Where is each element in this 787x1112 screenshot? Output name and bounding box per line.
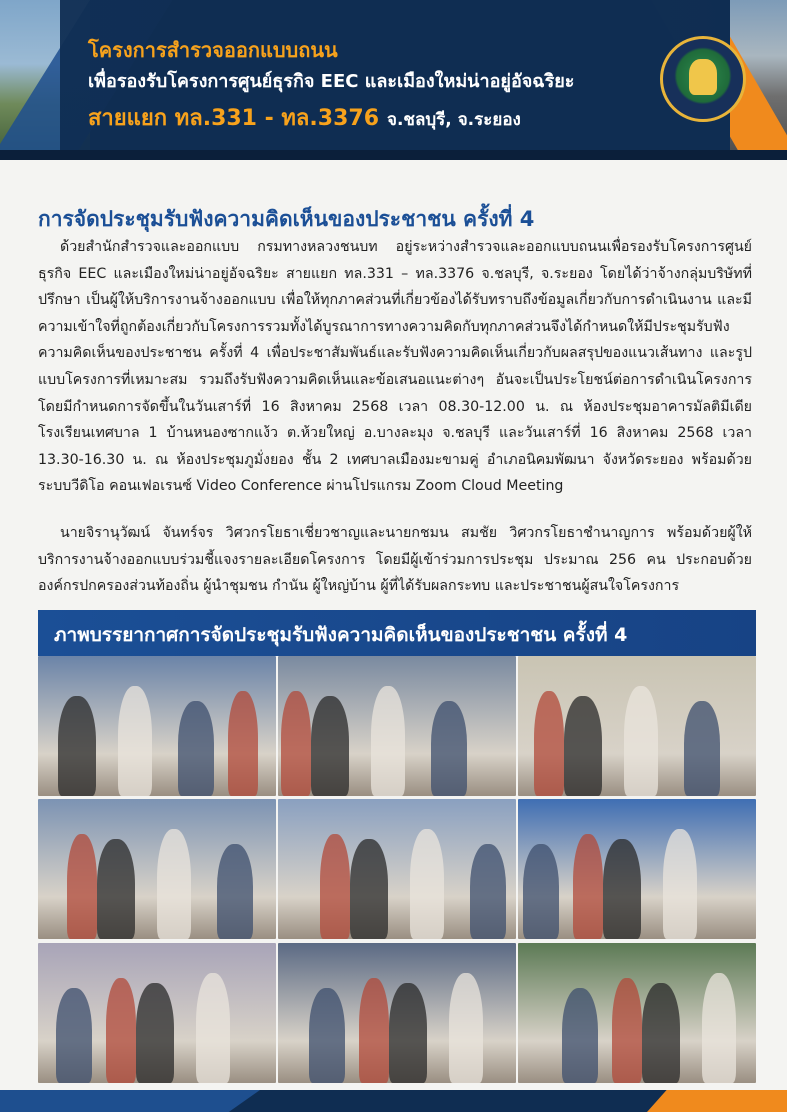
photo-participants-writing <box>38 943 276 1083</box>
footer-band <box>0 1090 787 1112</box>
person-silhouette <box>684 701 720 796</box>
person-silhouette <box>228 691 258 796</box>
person-silhouette <box>523 844 559 939</box>
person-silhouette <box>534 691 564 796</box>
person-silhouette <box>663 829 697 939</box>
person-silhouette <box>449 973 483 1083</box>
project-title-line3 <box>88 100 521 135</box>
person-silhouette <box>573 834 603 939</box>
person-silhouette <box>350 839 388 939</box>
person-silhouette <box>470 844 506 939</box>
photo-speaker-at-desk <box>518 656 756 796</box>
person-silhouette <box>702 973 736 1083</box>
photo-presenter-microphone <box>518 943 756 1083</box>
person-silhouette <box>157 829 191 939</box>
photo-laptop-registration <box>278 799 516 939</box>
person-silhouette <box>624 686 658 796</box>
person-silhouette <box>118 686 152 796</box>
person-silhouette <box>106 978 136 1083</box>
person-silhouette <box>217 844 253 939</box>
person-silhouette <box>562 988 598 1083</box>
photo-map-discussion <box>38 799 276 939</box>
person-silhouette <box>389 983 427 1083</box>
person-silhouette <box>359 978 389 1083</box>
person-silhouette <box>603 839 641 939</box>
person-silhouette <box>642 983 680 1083</box>
photo-registration-table <box>38 656 276 796</box>
person-silhouette <box>410 829 444 939</box>
footer-stripe-orange <box>647 1090 787 1112</box>
header-bottom-band <box>0 150 787 160</box>
person-silhouette <box>371 686 405 796</box>
person-silhouette <box>281 691 311 796</box>
route-name: สายแยก ทล.331 - ทล.3376 <box>88 106 380 131</box>
department-logo <box>660 36 746 122</box>
gallery-heading-bar <box>38 610 756 656</box>
photo-crowd-at-boards <box>278 943 516 1083</box>
person-silhouette <box>320 834 350 939</box>
project-title-line2: เพื่อรองรับโครงการศูนย์ธุรกิจ EEC และเมืองใหม่น่าอยู่อัจฉริยะ <box>88 71 575 92</box>
person-silhouette <box>196 973 230 1083</box>
person-silhouette <box>97 839 135 939</box>
footer-stripe-blue <box>0 1090 260 1112</box>
person-silhouette <box>58 696 96 796</box>
article-paragraph-1: ด้วยสำนักสำรวจและออกแบบ กรมทางหลวงชนบท อยู่ระหว่างสำรวจและออกแบบถนนเพื่อรองรับโครงการศูนย์ธุรกิจ EEC และเมืองใหม่น่าอยู่อัจฉริยะ สายแยก ทล.331 – ทล.3376 จ.ชลบุรี, จ.ระยอง โดยได้ว่าจ้างกลุ่มบริษัทที่ปรึกษา เป็นผู้ให้บริการงานจ้างออกแบบ เพื่อให้ทุกภาคส่วนที่เกี่ยวข้องได้รับทราบถึงข้อมูลเกี่ยวกับการดำเนินงาน และมีความเข้าใจที่ถูกต้องเกี่ยวกับโครงการรวมทั้งได้บูรณาการทางความคิดกับทุกภาคส่วนจึงได้กำหนดให้มีประชุมรับฟังความคิดเห็นของประชาชน ครั้งที่ 4 เพื่อประชาสัมพันธ์และรับฟังความคิดเห็นเกี่ยวกับผลสรุปของแนวเส้นทาง และรูปแบบโครงการที่เหมาะสม รวมถึงรับฟังความคิดเห็นและข้อเสนอแนะต่างๆ อันจะเป็นประโยชน์ต่อการดำเนินโครงการ โดยมีกำหนดการจัดขึ้นในวันเสาร์ที่ 16 สิงหาคม 2568 เวลา 08.30-12.00 น. ณ ห้องประชุมอาคารมัลติมีเดีย โรงเรียนเทศบาล 1 บ้านหนองซากแง้ว ต.ห้วยใหญ่ อ.บางละมุง จ.ชลบุรี และวันเสาร์ที่ 16 สิงหาคม 2568 เวลา 13.30-16.30 น. ณ ห้องประชุมภูมั่งยอง ชั้น 2 เทศบาลเมืองมะขามคู่ อำเภอนิคมพัฒนา จังหวัดระยอง พร้อมด้วยระบบวีดิโอ คอนเฟอเรนซ์ Video Conference ผ่านโปรแกรม Zoom Cloud Meeting <box>38 239 752 495</box>
person-silhouette <box>612 978 642 1083</box>
gallery-heading: ภาพบรรยากาศการจัดประชุมรับฟังความคิดเห็นของประชาชน ครั้งที่ 4 <box>54 624 628 646</box>
photo-exhibition-boards <box>278 656 516 796</box>
person-silhouette <box>67 834 97 939</box>
province-names: จ.ชลบุรี, จ.ระยอง <box>387 110 521 130</box>
person-silhouette <box>136 983 174 1083</box>
person-silhouette <box>309 988 345 1083</box>
person-silhouette <box>56 988 92 1083</box>
person-silhouette <box>431 701 467 796</box>
header-banner <box>0 0 787 160</box>
person-silhouette <box>564 696 602 796</box>
person-silhouette <box>178 701 214 796</box>
photo-officials-talking <box>518 799 756 939</box>
project-title-line1: โครงการสำรวจออกแบบถนน <box>88 38 338 62</box>
article-heading: การจัดประชุมรับฟังความคิดเห็นของประชาชน ครั้งที่ 4 <box>38 207 535 231</box>
person-silhouette <box>311 696 349 796</box>
article-paragraph-2: นายจิรานุวัฒน์ จันทร์จร วิศวกรโยธาเชี่ยวชาญและนายกชมน สมชัย วิศวกรโยธาชำนาญการ พร้อมด้วยผู้ให้บริการงานจ้างออกแบบร่วมชี้แจงรายละเอียดโครงการ โดยมีผู้เข้าร่วมการประชุม ประมาณ 256 คน ประกอบด้วยองค์กรปกครองส่วนท้องถิ่น ผู้นำชุมชน กำนัน ผู้ใหญ่บ้าน ผู้ที่ได้รับผลกระทบ และประชาชนผู้สนใจโครงการ <box>38 525 752 595</box>
logo-figure-icon <box>689 59 717 95</box>
